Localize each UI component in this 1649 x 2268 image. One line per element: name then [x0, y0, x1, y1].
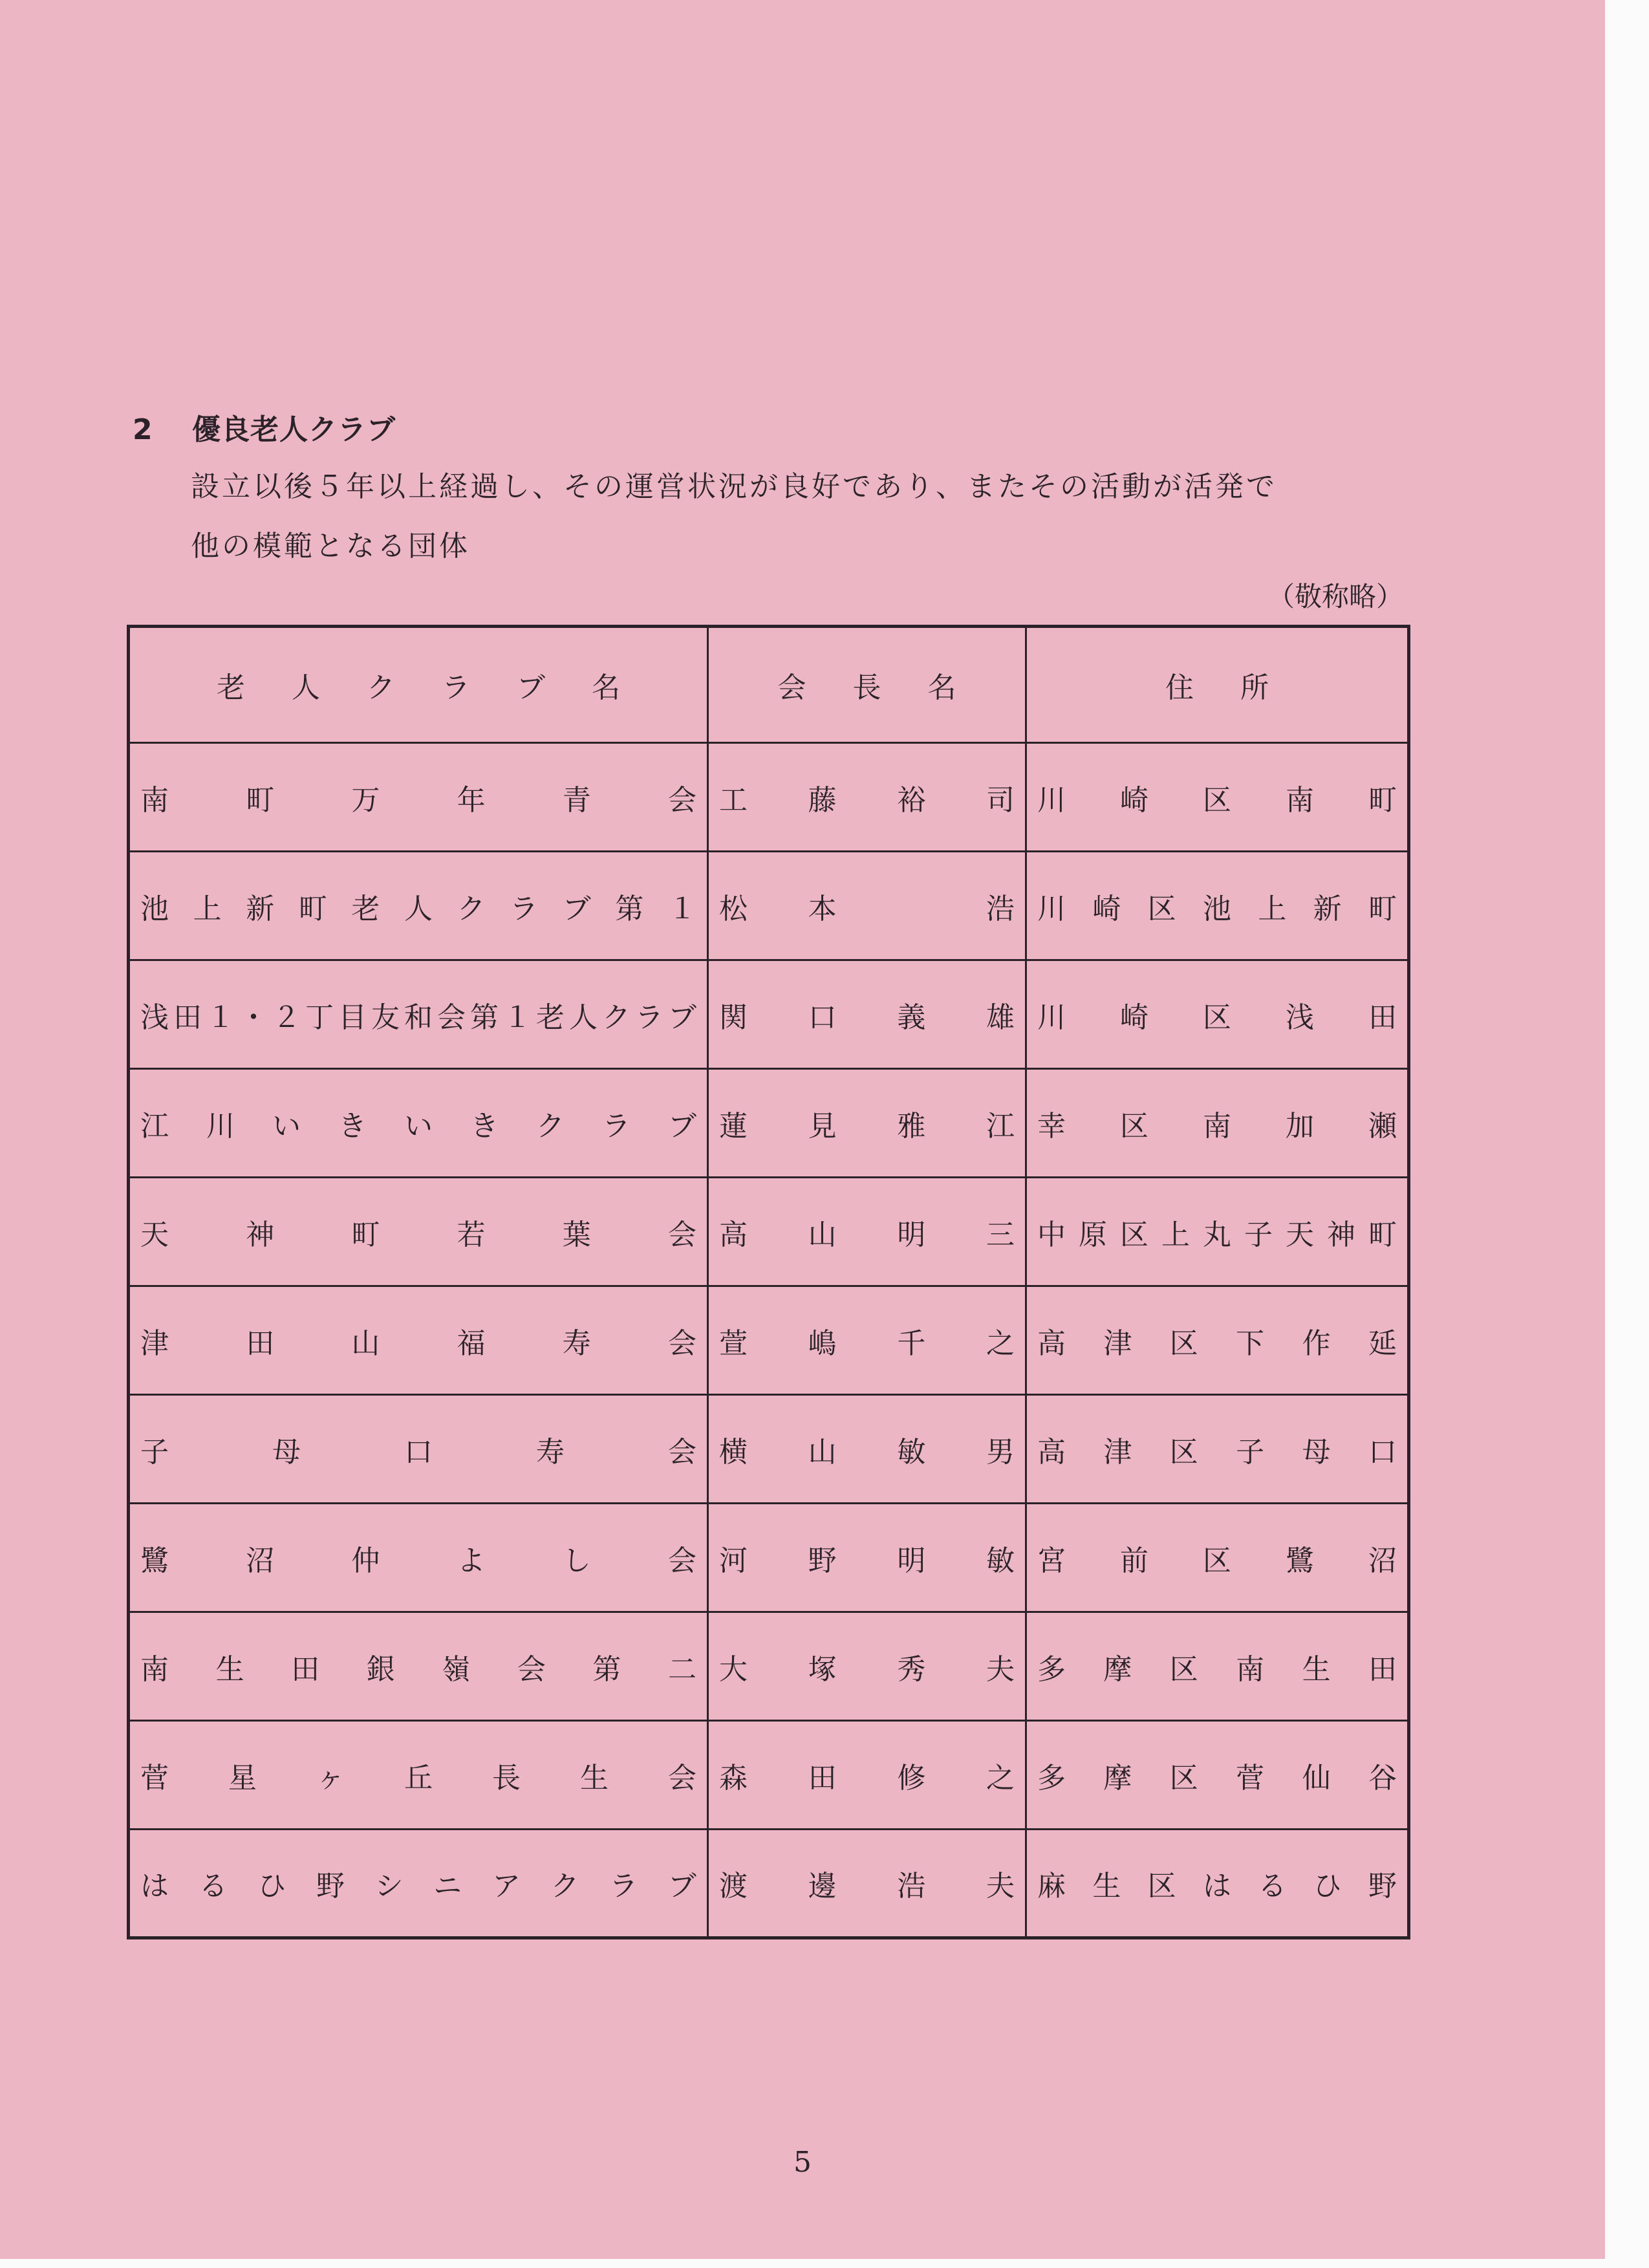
club-name-cell: 浅 田 １ ・ ２ 丁 目 友 和 会 第 １ 老 人 ク ラ ブ	[129, 960, 708, 1069]
table-row	[129, 1178, 1409, 1286]
table-row	[129, 743, 1409, 852]
table-row	[129, 1721, 1409, 1830]
section-title: 優良老人クラブ	[192, 413, 396, 446]
section-description-line-1: 設立以後５年以上経過し、その運営状況が良好であり、またその活動が活発で	[191, 470, 1277, 503]
table-row	[129, 1504, 1409, 1612]
club-name-cell: 南 生 田 銀 嶺 会 第 二	[129, 1612, 708, 1721]
club-name-cell: は る ひ 野 シ ニ ア ク ラ ブ	[129, 1830, 708, 1938]
club-name-cell: 天 神 町 若 葉 会	[129, 1178, 708, 1286]
address-cell: 多 摩 区 南 生 田	[1026, 1612, 1409, 1721]
table-row	[129, 1286, 1409, 1395]
scan-margin-bottom	[0, 2259, 1649, 2268]
section-description-line-2: 他の模範となる団体	[191, 530, 470, 563]
club-name-cell: 子 母 口 寿 会	[129, 1395, 708, 1504]
honorific-note: （敬称略）	[1267, 581, 1403, 612]
president-name-cell: 蓮 見 雅 江	[708, 1069, 1026, 1178]
table-row	[129, 852, 1409, 960]
club-name-cell: 菅 星 ヶ 丘 長 生 会	[129, 1721, 708, 1830]
header-president-name: 会 長 名	[708, 627, 1026, 743]
club-table	[127, 625, 1410, 1939]
club-name-cell: 津 田 山 福 寿 会	[129, 1286, 708, 1395]
address-cell: 川 崎 区 池 上 新 町	[1026, 852, 1409, 960]
president-name-cell: 横 山 敏 男	[708, 1395, 1026, 1504]
section-heading	[133, 406, 396, 448]
president-name-cell: 森 田 修 之	[708, 1721, 1026, 1830]
president-name-cell: 松 本 浩	[708, 852, 1026, 960]
president-name-cell: 工 藤 裕 司	[708, 743, 1026, 852]
address-cell: 多 摩 区 菅 仙 谷	[1026, 1721, 1409, 1830]
address-cell: 麻 生 区 は る ひ 野	[1026, 1830, 1409, 1938]
table-row	[129, 1830, 1409, 1938]
table-row	[129, 1069, 1409, 1178]
president-name-cell: 河 野 明 敏	[708, 1504, 1026, 1612]
scan-margin-right	[1605, 0, 1649, 2268]
header-club-name: 老 人 ク ラ ブ 名	[129, 627, 708, 743]
address-cell: 川 崎 区 浅 田	[1026, 960, 1409, 1069]
table-row	[129, 960, 1409, 1069]
address-cell: 中 原 区 上 丸 子 天 神 町	[1026, 1178, 1409, 1286]
president-name-cell: 関 口 義 雄	[708, 960, 1026, 1069]
header-address: 住 所	[1026, 627, 1409, 743]
club-name-cell: 南 町 万 年 青 会	[129, 743, 708, 852]
address-cell: 高 津 区 下 作 延	[1026, 1286, 1409, 1395]
president-name-cell: 渡 邊 浩 夫	[708, 1830, 1026, 1938]
table-row	[129, 1612, 1409, 1721]
table-row	[129, 1395, 1409, 1504]
president-name-cell: 大 塚 秀 夫	[708, 1612, 1026, 1721]
president-name-cell: 高 山 明 三	[708, 1178, 1026, 1286]
section-number: 2	[133, 413, 153, 446]
table-header-row	[129, 627, 1409, 743]
club-name-cell: 江 川 い き い き ク ラ ブ	[129, 1069, 708, 1178]
address-cell: 幸 区 南 加 瀬	[1026, 1069, 1409, 1178]
page-number: 5	[793, 2146, 812, 2179]
club-name-cell: 池 上 新 町 老 人 ク ラ ブ 第 １	[129, 852, 708, 960]
address-cell: 宮 前 区 鷺 沼	[1026, 1504, 1409, 1612]
president-name-cell: 萱 嶋 千 之	[708, 1286, 1026, 1395]
address-cell: 川 崎 区 南 町	[1026, 743, 1409, 852]
club-name-cell: 鷺 沼 仲 よ し 会	[129, 1504, 708, 1612]
address-cell: 高 津 区 子 母 口	[1026, 1395, 1409, 1504]
